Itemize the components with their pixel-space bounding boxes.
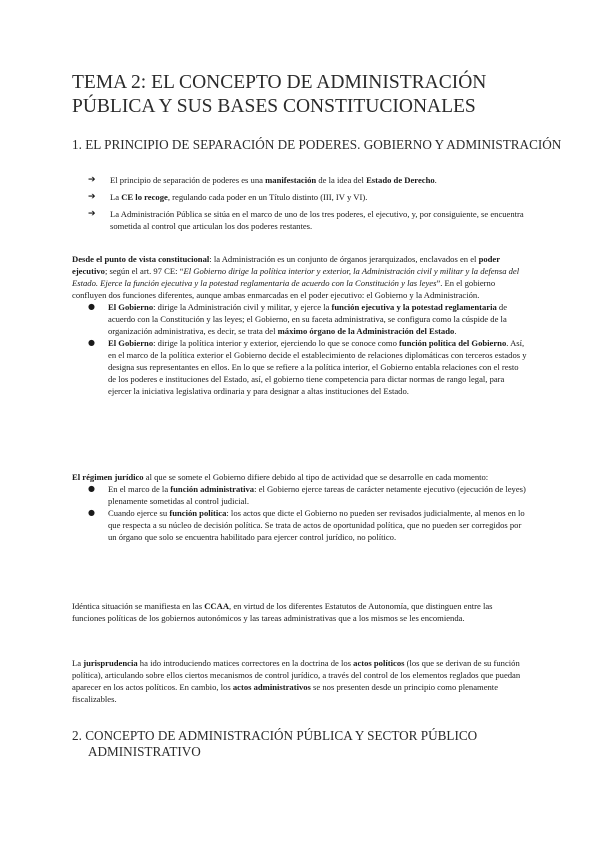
- jurisprudence-paragraph: La jurisprudencia ha ido introduciendo matices correctores en la doctrina de los actos políticos (los que se derivan de su función política), articulando sobre ellos ciertos mecanismos de control jurídico, a través del control de los elementos reglados que puedan aparecer en los actos políticos. En cambio, los actos administrativos se nos presenten desde un principio como plenamente fiscalizables.: [72, 658, 521, 704]
- arrow-icon: ➔: [88, 175, 96, 185]
- list-item: ➔ La CE lo recoge, regulando cada poder en un Título distinto (III, IV y VI).: [88, 192, 368, 202]
- list-item: ● Cuando ejerce su función política: los actos que dicte el Gobierno no pueden ser revisados judicialmente, al menos en lo que respecta a su núcleo de decisión política. Se trata de actos de oportunidad política, que no pueden ser corregidos por un órgano que solo se encuentra habilitado para ejercer control jurídico, no político.: [88, 508, 525, 542]
- section-heading-1: 1. EL PRINCIPIO DE SEPARACIÓN DE PODERES. GOBIERNO Y ADMINISTRACIÓN: [72, 137, 562, 152]
- section-heading-2: 2. CONCEPTO DE ADMINISTRACIÓN PÚBLICA Y SECTOR PÚBLICO ADMINISTRATIVO: [72, 728, 478, 759]
- list-item: ● En el marco de la función administrativa: el Gobierno ejerce tareas de carácter netamente ejecutivo (ejecución de leyes) plenamente sometidas al control judicial.: [88, 484, 526, 506]
- legal-regime-paragraph: El régimen jurídico al que se somete el Gobierno difiere debido al tipo de actividad que se desarrolle en cada momento: ● En el marco de la función administrativa: el Gobierno ejerce tareas de carácter netamente ejecutivo (ejecución de leyes) plenamente sometidas al control judicial. ● Cuando ejerce su función política: los actos que dicte el Gobierno no pueden ser revisados judicialmente, al menos en lo que respecta a su núcleo de decisión política. Se trata de actos de oportunidad política, que no pueden ser corregidos por un órgano que solo se encuentra habilitado para ejercer control jurídico, no político.: [72, 471, 528, 543]
- list-item: ➔ La Administración Pública se sitúa en el marco de uno de los tres poderes, el ejecutivo, y, por consiguiente, se encuentra sometida al control que articulan los dos poderes restantes.: [88, 209, 524, 231]
- list-item: ● El Gobierno: dirige la Administración civil y militar, y ejerce la función ejecutiva y la potestad reglamentaria de acuerdo con la Constitución y las leyes; el Gobierno, en su faceta administrativa, se configura como la cúspide de la organización administrativa, es decir, se trata del máximo órgano de la Administración del Estado.: [88, 302, 508, 336]
- bullet-icon: ●: [88, 338, 95, 347]
- legal-regime-bullets: [72, 483, 528, 543]
- arrow-icon: ➔: [88, 192, 96, 202]
- list-item: ● El Gobierno: dirige la política interior y exterior, ejerciendo lo que se conoce como función política del Gobierno. Así, en el marco de la política exterior el Gobierno decide el establecimiento de relaciones diplomáticas con terceros estados y designa sus representantes en ellos. En lo que se refiere a la política interior, el Gobierno entabla relaciones con el resto de los poderes e instituciones del Estado, así, el gobierno tiene competencia para dictar normas de rango legal, para ejercer la iniciativa legislativa ordinaria y para designar a altas instituciones del Estado.: [88, 338, 527, 396]
- arrow-list: [88, 174, 528, 237]
- page-title: TEMA 2: EL CONCEPTO DE ADMINISTRACIÓN PÚBLICA Y SUS BASES CONSTITUCIONALES: [72, 72, 487, 117]
- arrow-icon: ➔: [88, 209, 96, 219]
- list-item: ➔ El principio de separación de poderes es una manifestación de la idea del Estado de Derecho.: [88, 175, 437, 185]
- bullet-icon: ●: [88, 508, 95, 517]
- bullet-icon: ●: [88, 484, 95, 493]
- government-bullets: [72, 301, 528, 397]
- ccaa-paragraph: Idéntica situación se manifiesta en las CCAA, en virtud de los diferentes Estatutos de Autonomía, que distinguen entre las funciones políticas de los gobiernos autonómicos y las tareas administrativas que a los mismos se les encomienda.: [72, 601, 493, 623]
- constitutional-paragraph: Desde el punto de vista constitucional: la Administración es un conjunto de órganos jerarquizados, enclavados en el poder ejecutivo; según el art. 97 CE: “El Gobierno dirige la política interior y exterior, la Administración civil y militar y la defensa del Estado. Ejerce la función ejecutiva y la potestad reglamentaria de acuerdo con la Constitución y las leyes”. En el gobierno confluyen dos funciones diferentes, aunque ambas enmarcadas en el poder ejecutivo: el Gobierno y la Administración. ● El Gobierno: dirige la Administración civil y militar, y ejerce la función ejecutiva y la potestad reglamentaria de acuerdo con la Constitución y las leyes; el Gobierno, en su faceta administrativa, se configura como la cúspide de la organización administrativa, es decir, se trata del máximo órgano de la Administración del Estado. ● El Gobierno: dirige la política interior y exterior, ejerciendo lo que se conoce como función política del Gobierno. Así, en el marco de la política exterior el Gobierno decide el establecimiento de relaciones diplomáticas con terceros estados y designa sus representantes en ellos. En lo que se refiere a la política interior, el Gobierno entabla relaciones con el resto de los poderes e instituciones del Estado, así, el gobierno tiene competencia para dictar normas de rango legal, para ejercer la iniciativa legislativa ordinaria y para designar a altas instituciones del Estado.: [72, 254, 527, 396]
- bullet-icon: ●: [88, 302, 95, 311]
